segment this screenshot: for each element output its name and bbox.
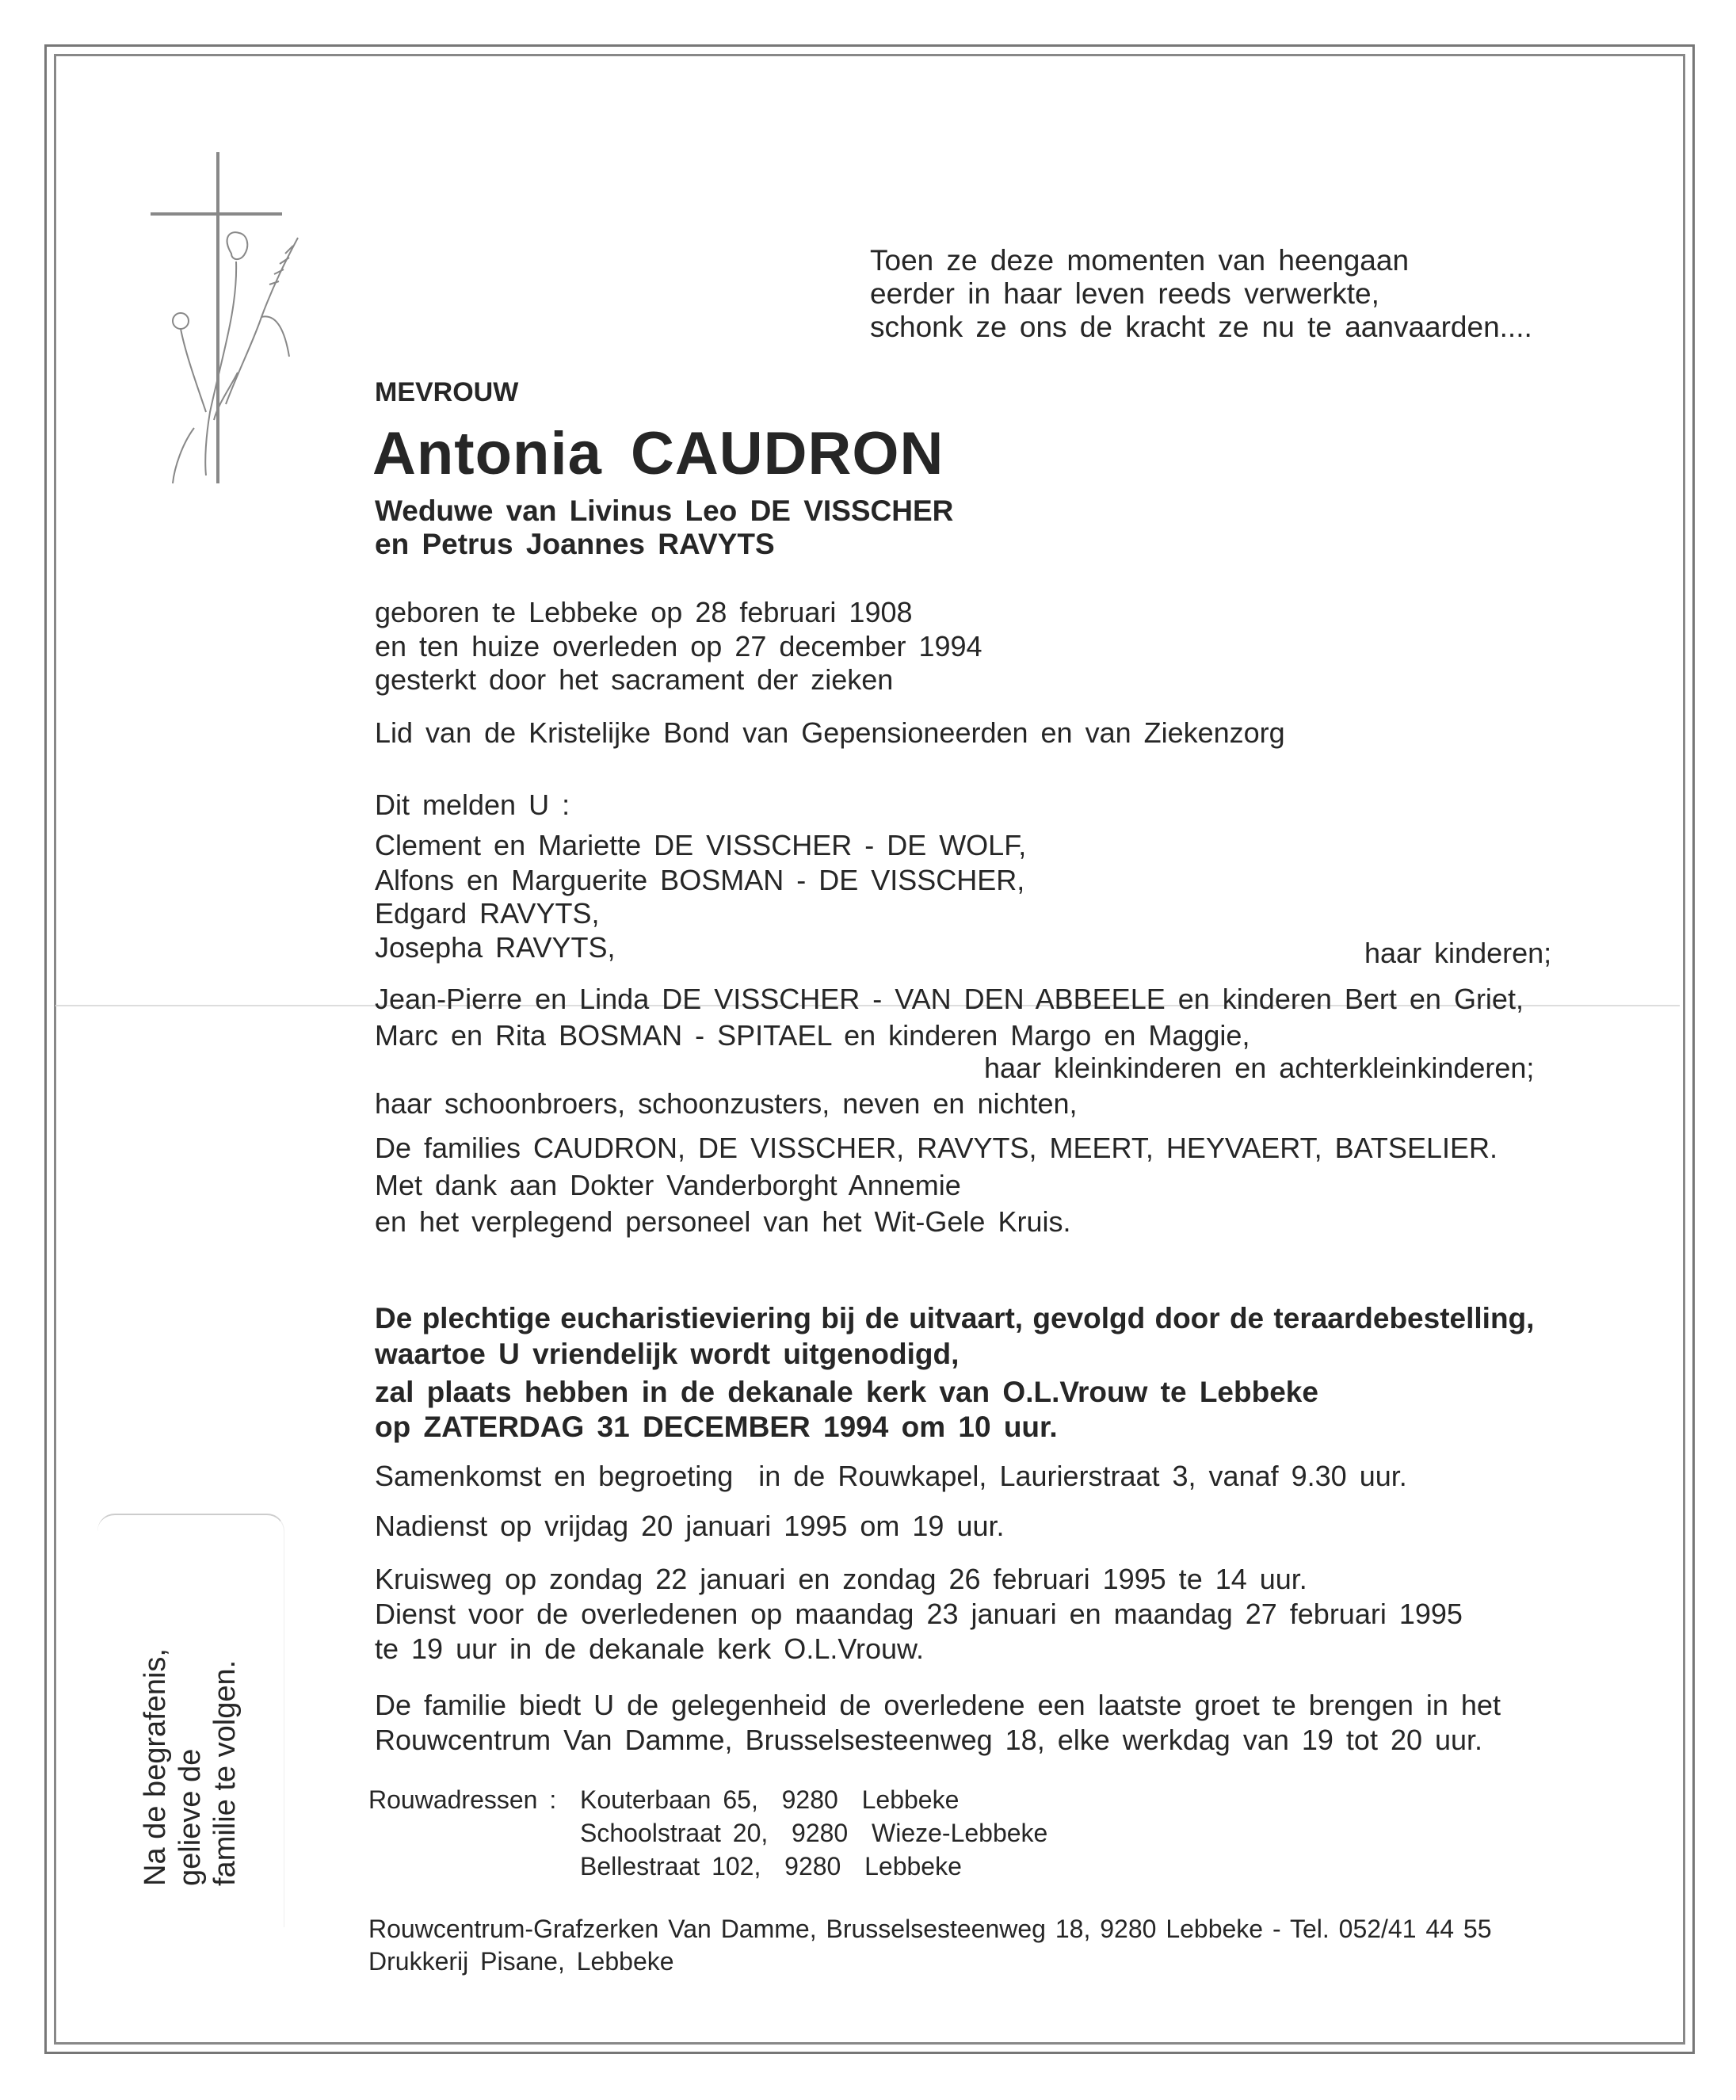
grandchild-line: Jean-Pierre en Linda DE VISSCHER - VAN DEN ABBEELE en kinderen Bert en Griet,	[375, 983, 1524, 1015]
grandchildren-label: haar kleinkinderen en achterkleinkinderen;	[984, 1052, 1535, 1084]
nadienst-info: Nadienst op vrijdag 20 januari 1995 om 19 uur.	[375, 1510, 1005, 1542]
ceremony-line: zal plaats hebben in de dekanale kerk van O.L.Vrouw te Lebbeke	[375, 1376, 1318, 1408]
address-line: Bellestraat 102, 9280 Lebbeke	[580, 1852, 962, 1880]
children-label: haar kinderen;	[1364, 937, 1552, 969]
thanks-line: en het verplegend personeel van het Wit-Gele Kruis.	[375, 1205, 1071, 1238]
ceremony-line: De plechtige eucharistieviering bij de uitvaart, gevolgd door de teraardebestelling,	[375, 1302, 1535, 1334]
poem-line: eerder in haar leven reeds verwerkte,	[870, 277, 1379, 310]
membership: Lid van de Kristelijke Bond van Gepensioneerden en van Ziekenzorg	[375, 716, 1285, 749]
grandchild-line: Marc en Rita BOSMAN - SPITAEL en kinderen Margo en Maggie,	[375, 1019, 1250, 1052]
poem-line: schonk ze ons de kracht ze nu te aanvaarden....	[870, 311, 1532, 343]
widow-line: Weduwe van Livinus Leo DE VISSCHER	[375, 494, 954, 527]
family-line: haar schoonbroers, schoonzusters, neven en nichten,	[375, 1087, 1078, 1120]
ceremony-date: op ZATERDAG 31 DECEMBER 1994 om 10 uur.	[375, 1411, 1058, 1443]
address-line: Kouterbaan 65, 9280 Lebbeke	[580, 1785, 960, 1814]
family-line: De families CAUDRON, DE VISSCHER, RAVYTS, MEERT, HEYVAERT, BATSELIER.	[375, 1132, 1498, 1164]
visit-line: De familie biedt U de gelegenheid de overledene een laatste groet te brengen in het	[375, 1689, 1501, 1721]
address-line: Schoolstraat 20, 9280 Wieze-Lebbeke	[580, 1819, 1048, 1847]
side-note: Na de begrafenis, gelieve de familie te volgen.	[139, 1648, 242, 1886]
visit-line: Rouwcentrum Van Damme, Brusselsesteenweg 18, elke werkdag van 19 tot 20 uur.	[375, 1724, 1483, 1756]
child-line: Alfons en Marguerite BOSMAN - DE VISSCHER,	[375, 864, 1025, 896]
salutation: MEVROUW	[375, 377, 519, 407]
poem-line: Toen ze deze momenten van heengaan	[870, 244, 1410, 277]
cross-flower-icon	[143, 151, 325, 499]
meeting-info: Samenkomst en begroeting in de Rouwkapel, Laurierstraat 3, vanaf 9.30 uur.	[375, 1460, 1407, 1492]
service-line: te 19 uur in de dekanale kerk O.L.Vrouw.	[375, 1632, 925, 1665]
thanks-line: Met dank aan Dokter Vanderborght Annemie	[375, 1169, 961, 1201]
life-line: geboren te Lebbeke op 28 februari 1908	[375, 596, 913, 628]
service-line: Kruisweg op zondag 22 januari en zondag 26 februari 1995 te 14 uur.	[375, 1563, 1307, 1595]
ceremony-line: waartoe U vriendelijk wordt uitgenodigd,	[375, 1338, 960, 1370]
funeral-home: Rouwcentrum-Grafzerken Van Damme, Brusselsesteenweg 18, 9280 Lebbeke - Tel. 052/41 44 55	[368, 1915, 1492, 1943]
life-line: en ten huize overleden op 27 december 1994	[375, 630, 982, 662]
life-line: gesterkt door het sacrament der zieken	[375, 663, 894, 696]
announcement: Dit melden U :	[375, 788, 570, 821]
widow-line: en Petrus Joannes RAVYTS	[375, 528, 775, 560]
child-line: Edgard RAVYTS,	[375, 897, 600, 930]
addresses-label: Rouwadressen :	[368, 1785, 557, 1814]
printer: Drukkerij Pisane, Lebbeke	[368, 1947, 674, 1976]
child-line: Josepha RAVYTS,	[375, 931, 616, 964]
deceased-name: Antonia CAUDRON	[372, 420, 944, 487]
service-line: Dienst voor de overledenen op maandag 23 januari en maandag 27 februari 1995	[375, 1598, 1463, 1630]
child-line: Clement en Mariette DE VISSCHER - DE WOLF,	[375, 829, 1027, 861]
